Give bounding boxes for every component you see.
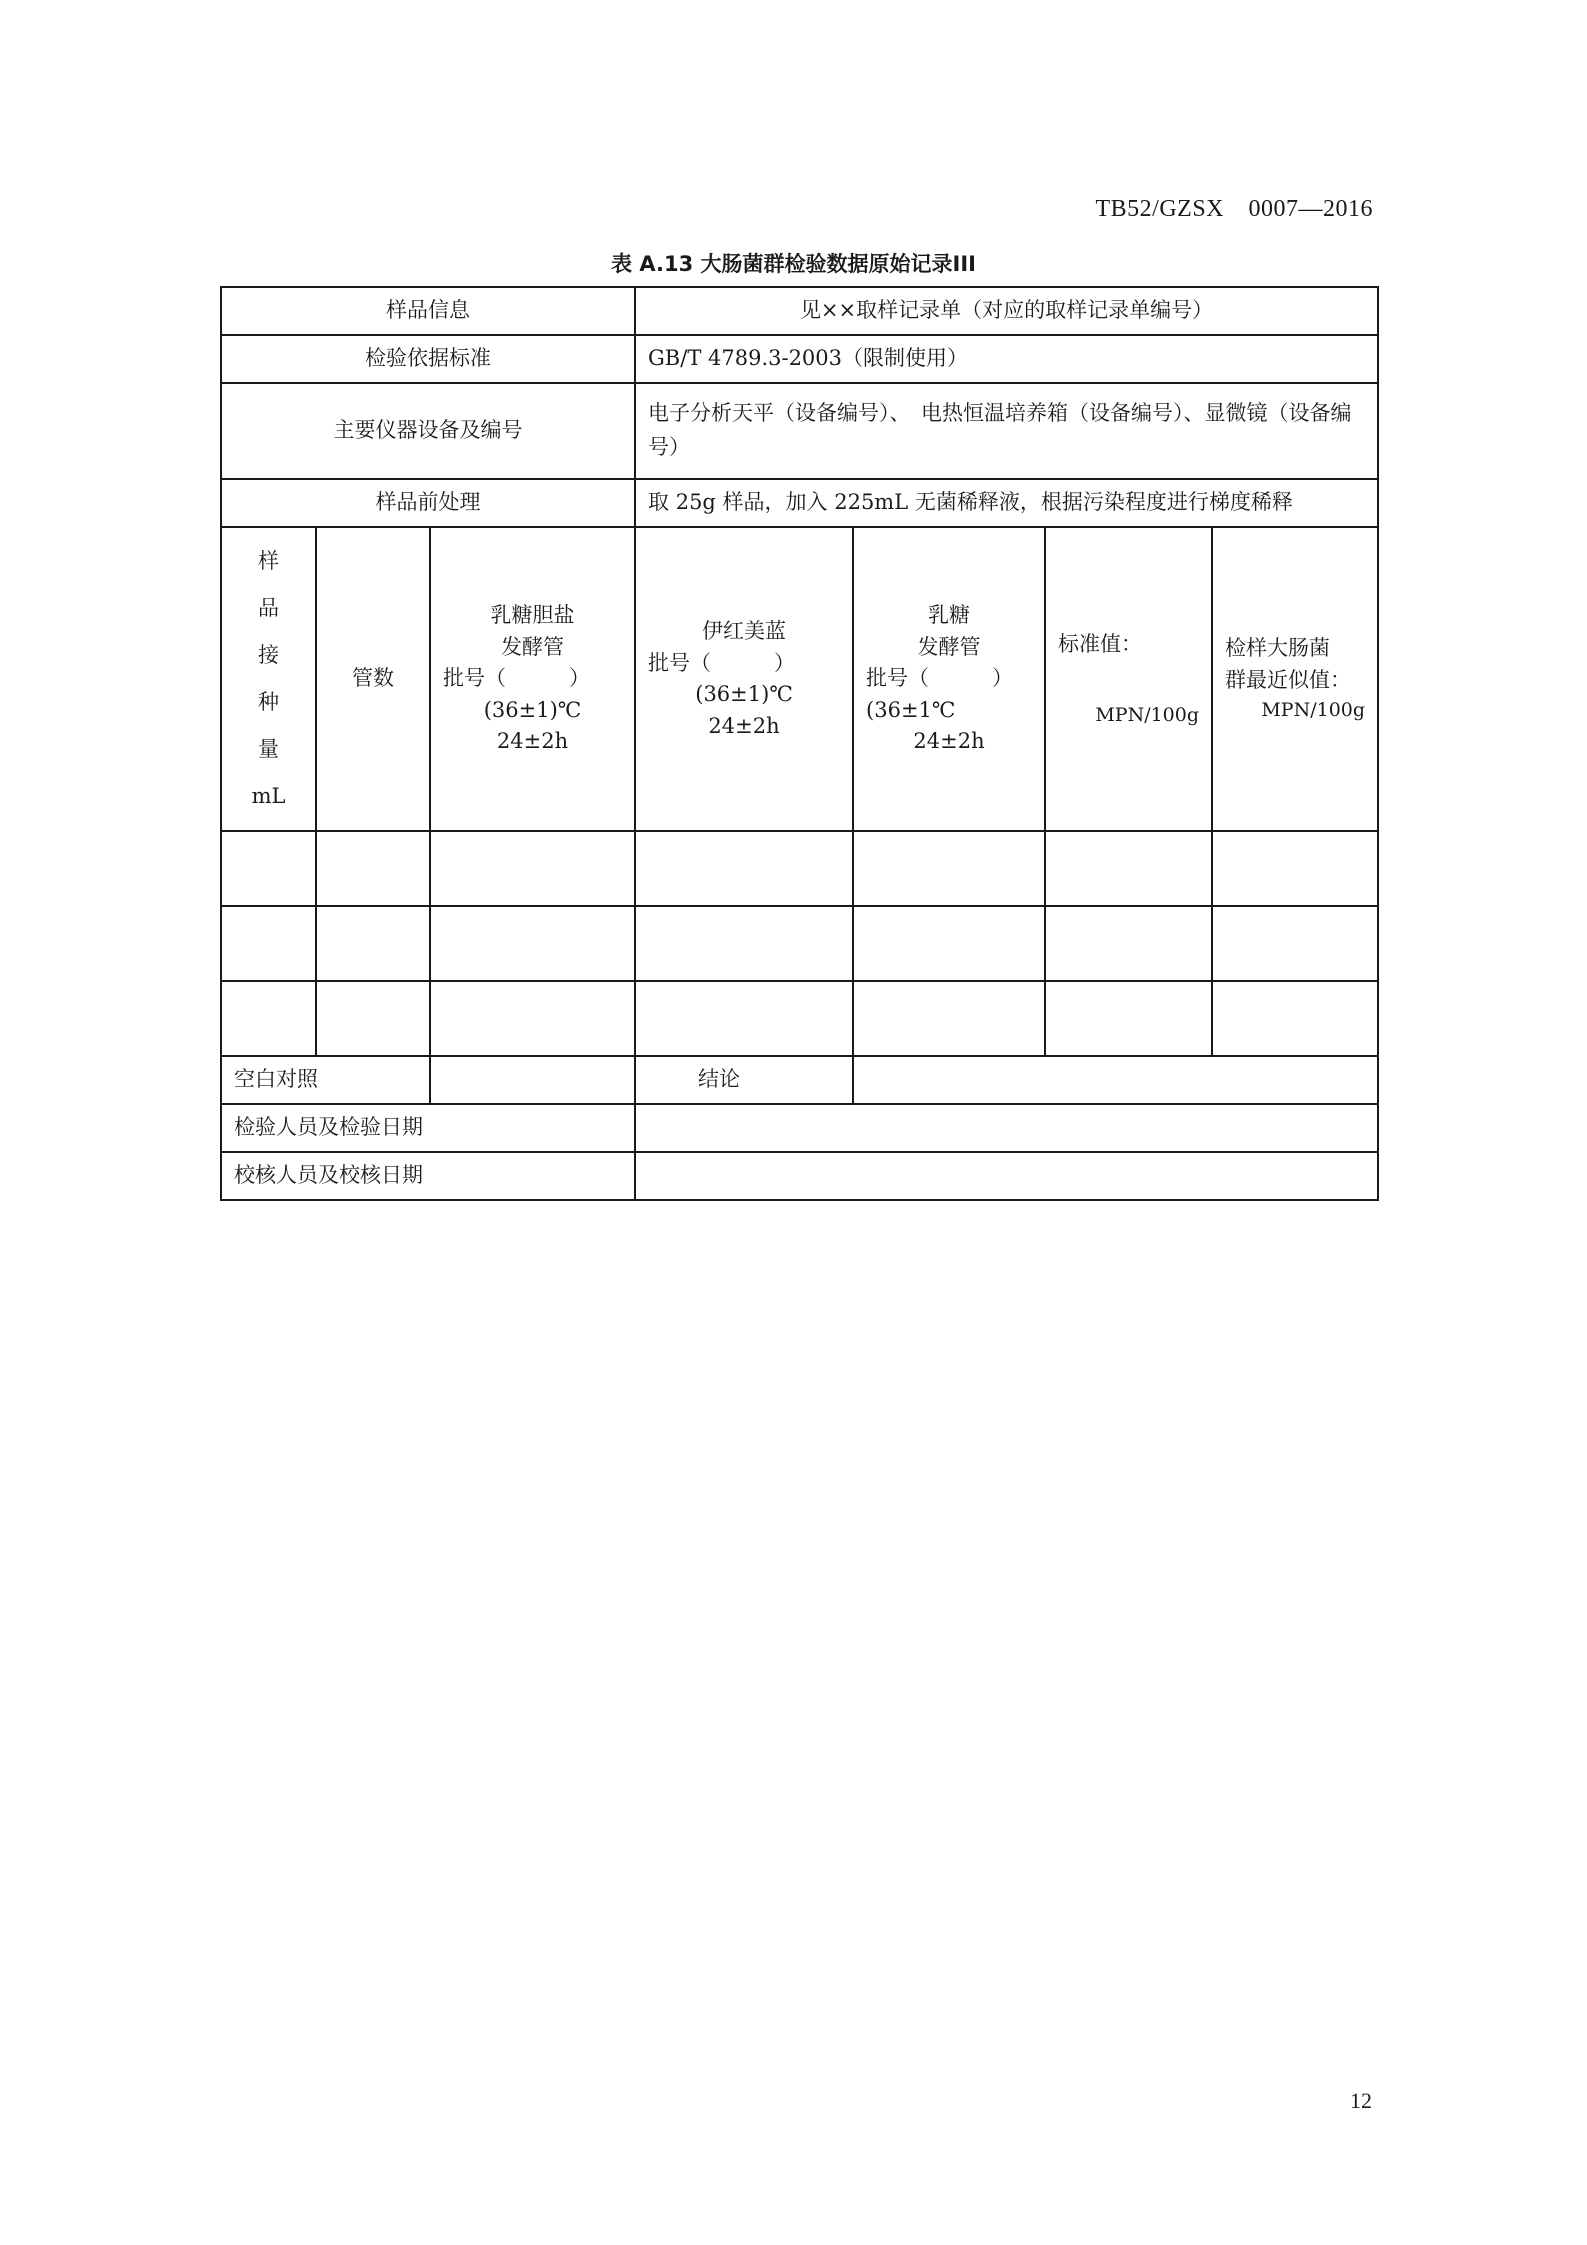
- blank-control-label: 空白对照: [221, 1056, 430, 1104]
- inspector-value[interactable]: [635, 1104, 1378, 1152]
- header-tube-count: 管数: [316, 527, 430, 831]
- data-cell[interactable]: [316, 831, 430, 906]
- data-cell[interactable]: [853, 981, 1045, 1056]
- header-standard-value: 标准值： MPN/100g: [1045, 527, 1212, 831]
- data-cell[interactable]: [316, 906, 430, 981]
- data-cell[interactable]: [635, 831, 853, 906]
- info-row-standard: [221, 335, 1378, 383]
- info-label: 检验依据标准: [221, 335, 635, 383]
- info-row-pretreatment: [221, 479, 1378, 527]
- header-lactose-bile-tube: 乳糖胆盐 发酵管 批号（ ） (36±1)℃ 24±2h: [430, 527, 635, 831]
- data-cell[interactable]: [221, 831, 316, 906]
- info-label: 样品信息: [221, 287, 635, 335]
- conclusion-value[interactable]: [853, 1056, 1378, 1104]
- data-cell[interactable]: [1212, 831, 1378, 906]
- data-cell[interactable]: [430, 906, 635, 981]
- info-value: GB/T 4789.3-2003（限制使用）: [635, 335, 1378, 383]
- reviewer-value[interactable]: [635, 1152, 1378, 1200]
- header-emb-agar: 伊红美蓝 批号（ ） (36±1)℃ 24±2h: [635, 527, 853, 831]
- header-mpn-result: 检样大肠菌 群最近似值： MPN/100g: [1212, 527, 1378, 831]
- data-cell[interactable]: [635, 981, 853, 1056]
- info-value: 电子分析天平（设备编号）、 电热恒温培养箱（设备编号）、显微镜（设备编号）: [635, 383, 1378, 479]
- page-number: 12: [1350, 2088, 1372, 2113]
- info-value: 见××取样记录单（对应的取样记录单编号）: [635, 287, 1378, 335]
- info-row-sample: [221, 287, 1378, 335]
- data-cell[interactable]: [430, 981, 635, 1056]
- data-cell[interactable]: [221, 906, 316, 981]
- blank-control-row: [221, 1056, 1378, 1104]
- data-row: [221, 981, 1378, 1056]
- data-row: [221, 906, 1378, 981]
- data-cell[interactable]: [635, 906, 853, 981]
- data-cell[interactable]: [1045, 906, 1212, 981]
- blank-control-value[interactable]: [430, 1056, 635, 1104]
- info-label: 样品前处理: [221, 479, 635, 527]
- record-table: [220, 286, 1379, 1201]
- conclusion-label: 结论: [635, 1056, 853, 1104]
- info-value: 取 25g 样品，加入 225mL 无菌稀释液，根据污染程度进行梯度稀释: [635, 479, 1378, 527]
- table-title: 表 A.13 大肠菌群检验数据原始记录III: [611, 252, 976, 276]
- data-cell[interactable]: [221, 981, 316, 1056]
- inspector-label: 检验人员及检验日期: [221, 1104, 635, 1152]
- info-label: 主要仪器设备及编号: [221, 383, 635, 479]
- data-row: [221, 831, 1378, 906]
- data-cell[interactable]: [316, 981, 430, 1056]
- data-cell[interactable]: [430, 831, 635, 906]
- reviewer-row: [221, 1152, 1378, 1200]
- column-header-row: [221, 527, 1378, 831]
- data-cell[interactable]: [1212, 981, 1378, 1056]
- reviewer-label: 校核人员及校核日期: [221, 1152, 635, 1200]
- inspector-row: [221, 1104, 1378, 1152]
- data-cell[interactable]: [853, 831, 1045, 906]
- document-code: TB52/GZSX 0007—2016: [1095, 196, 1373, 222]
- data-cell[interactable]: [1045, 831, 1212, 906]
- data-cell[interactable]: [1212, 906, 1378, 981]
- header-inoculum-volume: 样 品 接 种 量 mL: [221, 527, 316, 831]
- data-cell[interactable]: [1045, 981, 1212, 1056]
- data-cell[interactable]: [853, 906, 1045, 981]
- info-row-equipment: [221, 383, 1378, 479]
- header-lactose-tube: 乳糖 发酵管 批号（ ） (36±1℃ 24±2h: [853, 527, 1045, 831]
